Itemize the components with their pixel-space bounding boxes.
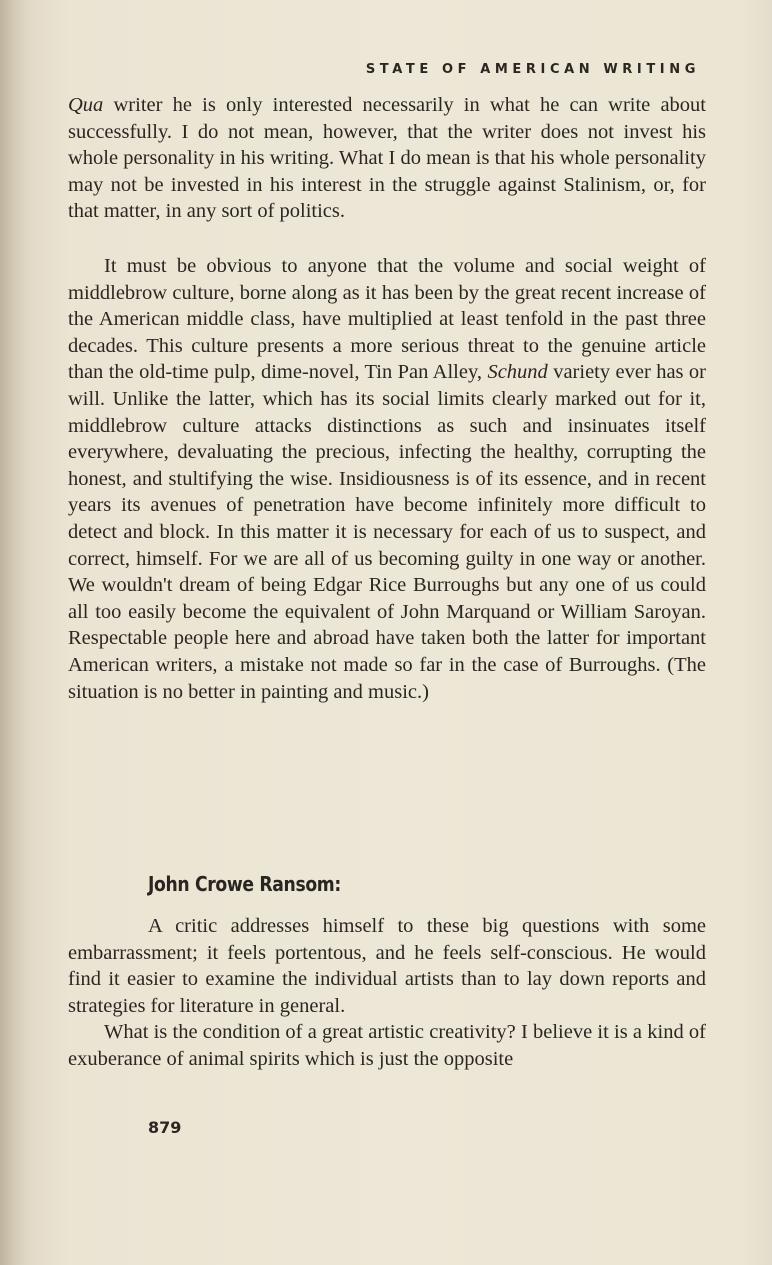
paragraph-2-text-a: It must be obvious to anyone that the volume and social weight of middlebrow culture, borne along as it has been by the great recent increase of the American middle class, have multiplied at least tenfold in the past three decades. This culture presents a more serious threat to the genuine article than the old-time pulp, dime-novel, Tin Pan Alley, <box>68 255 706 384</box>
section-heading: John Crowe Ransom: <box>148 872 341 896</box>
page-number: 879 <box>148 1118 182 1137</box>
paragraph-4: What is the condition of a great artistic creativity? I believe it is a kind of exuberance of animal spirits which is just the opposite <box>68 1021 706 1070</box>
paragraph-1-lead-italic: Qua <box>68 94 104 116</box>
paragraph-2-text-b: variety ever has or will. Unlike the latter, which has its social limits clearly marked out for it, middlebrow culture attacks distinctions as such and insinuates itself everywhere, devaluating the precious, infecting the healthy, corrupting the honest, and stultifying the wise. Insidiousness is of its essence, and in recent years its avenues of penetration have become infinitely more difficult to detect and block. In this matter it is necessary for each of us to suspect, and correct, himself. For we are all of us becoming guilty in one way or another. We wouldn't dream of being Edgar Rice Burroughs but any one of us could all too easily become the equivalent of John Marquand or William Saroyan. Respectable people here and abroad have taken both the latter for important American writers, a mistake not made so far in the case of Burroughs. (The situation is no better in painting and music.) <box>68 361 707 703</box>
paragraph-2 <box>68 253 706 705</box>
paragraph-1 <box>68 92 706 225</box>
running-head: STATE OF AMERICAN WRITING <box>365 62 700 77</box>
paragraph-1-text: writer he is only interested necessarily in what he can write about successfully. I do not mean, however, that the writer does not invest his whole personality in his writing. What I do mean is that his whole personality may not be invested in his interest in the struggle against Stalinism, or, for that matter, in any sort of politics. <box>68 94 706 223</box>
paragraph-3: A critic addresses himself to these big questions with some embarrassment; it feels portentous, and he feels self-conscious. He would find it easier to examine the individual artists than to lay down reports and strategies for literature in general. <box>68 915 706 1017</box>
paragraph-2-italic-term: Schund <box>487 361 548 384</box>
